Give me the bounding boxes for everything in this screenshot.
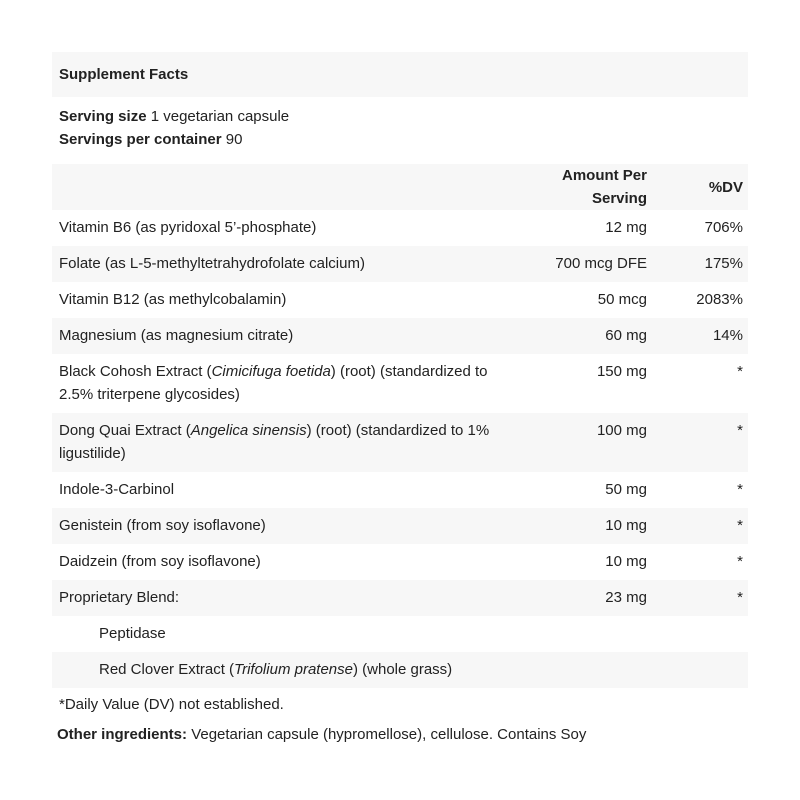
ingredient-name: Proprietary Blend:	[52, 580, 517, 616]
table-row	[52, 318, 748, 354]
servings-per-container-label: Servings per container	[59, 131, 222, 148]
header-dv: %DV	[647, 164, 748, 210]
table-row	[52, 210, 748, 246]
serving-size-label: Serving size	[59, 108, 147, 125]
ingredient-amount: 700 mcg DFE	[517, 246, 647, 282]
ingredient-amount	[517, 652, 647, 688]
serving-info	[52, 97, 748, 151]
ingredient-amount: 60 mg	[517, 318, 647, 354]
panel-title: Supplement Facts	[52, 52, 748, 97]
serving-size-value: 1 vegetarian capsule	[150, 108, 290, 125]
ingredient-dv	[647, 652, 748, 688]
table-row	[52, 413, 748, 472]
ingredient-name: Daidzein (from soy isoflavone)	[59, 553, 261, 570]
ingredient-dv: *	[647, 580, 748, 616]
ingredient-amount: 50 mcg	[597, 291, 647, 308]
ingredient-dv: *	[737, 363, 743, 380]
other-ingredients	[52, 723, 748, 746]
header-name-cell	[52, 164, 517, 210]
ingredient-name: Magnesium (as magnesium citrate)	[52, 318, 517, 354]
ingredient-name: Black Cohosh Extract (Cimicifuga foetida) (root) (standardized to 2.5% triterpene glycosides)	[59, 363, 488, 403]
ingredient-amount: 10 mg	[517, 508, 647, 544]
table-row	[52, 652, 748, 688]
daily-value-footnote: *Daily Value (DV) not established.	[59, 696, 284, 713]
servings-per-container-line	[59, 128, 748, 151]
ingredient-amount: 50 mg	[605, 481, 647, 498]
ingredient-amount	[517, 616, 647, 652]
table-row	[52, 580, 748, 616]
table-header-row	[52, 164, 748, 210]
ingredient-name: Folate (as L-5-methyltetrahydrofolate calcium)	[52, 246, 517, 282]
ingredient-dv: *	[737, 553, 743, 570]
ingredient-dv: *	[647, 508, 748, 544]
table-row	[52, 354, 748, 413]
ingredient-amount: 12 mg	[605, 219, 647, 236]
table-row	[52, 544, 748, 580]
header-amount: Amount Per Serving	[517, 164, 647, 210]
ingredient-name: Peptidase	[99, 625, 166, 642]
ingredient-dv: *	[737, 481, 743, 498]
ingredient-name: Vitamin B12 (as methylcobalamin)	[59, 291, 287, 308]
ingredient-dv: 2083%	[696, 291, 743, 308]
ingredient-amount: 150 mg	[596, 363, 647, 380]
ingredient-amount: 23 mg	[517, 580, 647, 616]
ingredient-dv: *	[647, 413, 748, 472]
ingredient-name: Genistein (from soy isoflavone)	[52, 508, 517, 544]
ingredient-name: Dong Quai Extract (Angelica sinensis) (root) (standardized to 1% ligustilide)	[52, 413, 517, 472]
table-row	[52, 616, 748, 652]
serving-size-line	[59, 105, 748, 128]
other-ingredients-value: Vegetarian capsule (hypromellose), cellulose. Contains Soy	[191, 726, 587, 743]
servings-per-container-value: 90	[225, 131, 243, 148]
ingredient-dv: 14%	[647, 318, 748, 354]
table-row	[52, 508, 748, 544]
ingredient-amount: 100 mg	[517, 413, 647, 472]
ingredient-dv: 706%	[704, 219, 743, 236]
ingredient-name: Indole-3-Carbinol	[59, 481, 175, 498]
ingredient-dv	[647, 616, 748, 652]
facts-table	[52, 164, 748, 688]
table-row	[52, 282, 748, 318]
ingredient-name: Red Clover Extract (Trifolium pratense) (whole grass)	[52, 652, 517, 688]
other-ingredients-label: Other ingredients:	[57, 726, 188, 743]
ingredient-dv: 175%	[647, 246, 748, 282]
supplement-facts-panel	[52, 52, 748, 746]
ingredient-amount: 10 mg	[605, 553, 647, 570]
table-row	[52, 472, 748, 508]
table-row	[52, 246, 748, 282]
ingredient-name: Vitamin B6 (as pyridoxal 5’-phosphate)	[59, 219, 317, 236]
